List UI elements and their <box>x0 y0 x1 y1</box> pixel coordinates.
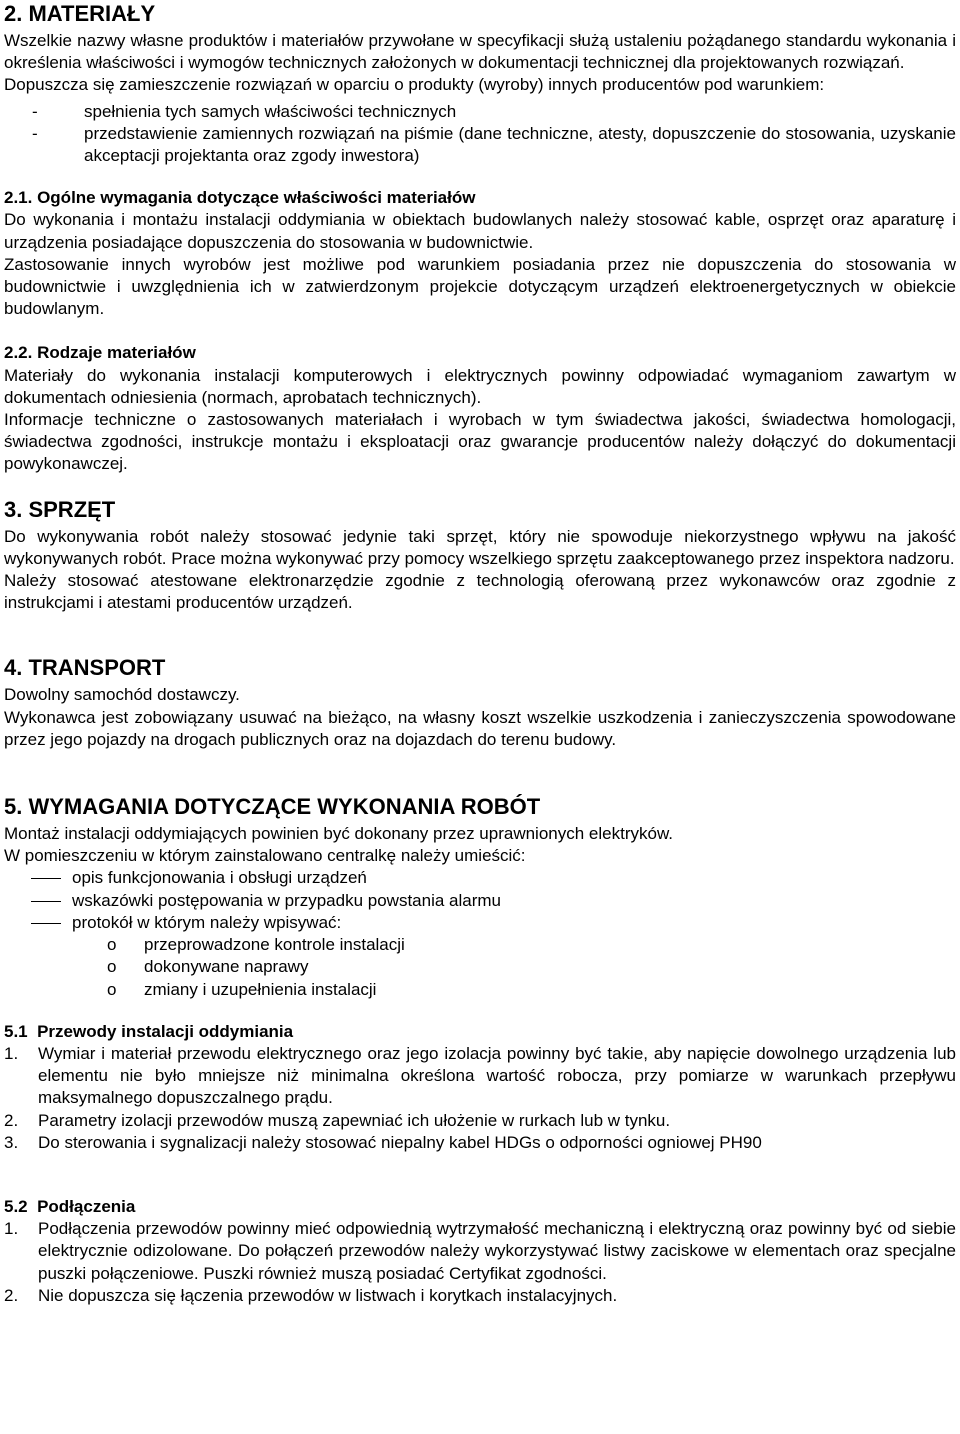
list-item-text: Nie dopuszcza się łączenia przewodów w listwach i korytkach instalacyjnych. <box>38 1285 618 1305</box>
section-5-1-title: 5.1 Przewody instalacji oddymiania <box>4 1021 294 1041</box>
section-2-1-title: 2.1. Ogólne wymagania dotyczące właściwości materiałów <box>4 188 476 208</box>
section-4-paragraph-2: Wykonawca jest zobowiązany usuwać na bieżąco, na własny koszt wszelkie uszkodzenia i zanieczyszczenia spowodowane przez jego pojazdy na drogach publicznych oraz na dojazdach do terenu budowy. <box>4 707 956 749</box>
section-5-2-numbered-list <box>4 1218 956 1307</box>
section-5-item-list <box>4 867 956 934</box>
item-number: 2. <box>4 1110 19 1130</box>
long-dash-marker <box>31 878 61 879</box>
list-item <box>4 912 956 934</box>
section-2-2-paragraph-2: Informacje techniczne o zastosowanych materiałach i wyrobach w tym świadectwa jakości, świadectwa homologacji, świadectwa zgodności, instrukcje montażu i eksploatacji oraz gwarancje producentów należy dołączyć do dokumentacji powykonawczej. <box>4 410 956 474</box>
item-number: 1. <box>4 1219 19 1239</box>
section-2-1-paragraph-1: Do wykonania i montażu instalacji oddymiania w obiektach budowlanych należy stosować kable, osprzęt oraz aparaturę i urządzenia posiadające dopuszczenia do stosowania w budownictwie. <box>4 210 956 252</box>
section-2-bullet-list <box>4 101 956 168</box>
long-dash-marker <box>31 901 61 902</box>
section-4-title: 4. TRANSPORT <box>4 655 166 681</box>
section-3-paragraph-1: Do wykonywania robót należy stosować jedynie taki sprzęt, który nie spowoduje niekorzystnego wpływu na jakość wykonywanych robót. Prace można wykonywać przy pomocy wszelkiego sprzętu zaakceptowanego przez inspektora nadzoru. <box>4 526 956 568</box>
section-5-2-title: 5.2 Podłączenia <box>4 1196 136 1216</box>
list-item-text: przeprowadzone kontrole instalacji <box>144 935 405 955</box>
list-item <box>4 890 956 912</box>
document-page <box>0 2 960 1307</box>
item-number: 2. <box>4 1285 19 1305</box>
section-5-paragraph-1: Montaż instalacji oddymiających powinien być dokonany przez uprawnionych elektryków. <box>4 824 674 844</box>
list-item <box>4 1218 956 1285</box>
list-item <box>4 867 956 889</box>
section-3-title: 3. SPRZĘT <box>4 496 116 522</box>
list-item-text: protokół w którym należy wpisywać: <box>72 912 342 932</box>
item-number: 3. <box>4 1132 19 1152</box>
list-item-text: opis funkcjonowania i obsługi urządzeń <box>72 868 367 888</box>
dash-marker: - <box>32 101 38 121</box>
section-5-paragraph-2: W pomieszczeniu w którym zainstalowano centralkę należy umieścić: <box>4 846 526 866</box>
section-2-2-title: 2.2. Rodzaje materiałów <box>4 343 196 363</box>
list-item <box>4 1043 956 1110</box>
list-item-text: dokonywane naprawy <box>144 957 309 977</box>
section-2-paragraph-1: Wszelkie nazwy własne produktów i materiałów przywołane w specyfikacji służą ustaleniu pożądanego standardu wykonania i określenia właściwości i wymogów technicznych założonych w dokumentacji technicznej dla projektowanych rozwiązań. <box>4 31 956 73</box>
list-item-text: zmiany i uzupełnienia instalacji <box>144 979 377 999</box>
list-item-text: Do sterowania i sygnalizacji należy stosować niepalny kabel HDGs o odporności ogniowej PH90 <box>38 1132 762 1152</box>
list-item <box>4 956 956 978</box>
section-3-paragraph-2: Należy stosować atestowane elektronarzędzie zgodnie z technologią oferowaną przez wykonawców oraz zgodnie z instrukcjami i atestami producentów urządzeń. <box>4 571 956 613</box>
list-item <box>4 123 956 167</box>
list-item <box>4 1132 956 1154</box>
list-item-text: Wymiar i materiał przewodu elektrycznego oraz jego izolacja powinny być takie, aby napięcie dowolnego urządzenia lub elementu nie było mniejsze niż minimalna określona wartość robocza, przy pomiarze w warunkach przepływu maksymalnego dopuszczalnego prądu. <box>38 1043 956 1108</box>
circle-marker: o <box>107 957 117 977</box>
list-item-text: przedstawienie zamiennych rozwiązań na piśmie (dane techniczne, atesty, dopuszczenie do stosowania, uzyskanie akceptacji projektanta oraz zgody inwestora) <box>84 123 956 166</box>
list-item <box>4 1110 956 1132</box>
list-item <box>4 979 956 1001</box>
section-2-1-paragraph-2: Zastosowanie innych wyrobów jest możliwe pod warunkiem posiadania przez nie dopuszczenia do stosowania w budownictwie i uwzględnienia ich w zatwierdzonym projekcie dotyczącym urządzeń elektroenergetycznych w obiekcie budowlanym. <box>4 254 956 319</box>
list-item-text: Parametry izolacji przewodów muszą zapewniać ich ułożenie w rurkach lub w tynku. <box>38 1110 671 1130</box>
section-2-paragraph-2: Dopuszcza się zamieszczenie rozwiązań w oparciu o produkty (wyroby) innych producentów pod warunkiem: <box>4 75 825 95</box>
item-number: 1. <box>4 1043 19 1063</box>
list-item-text: Podłączenia przewodów powinny mieć odpowiednią wytrzymałość mechaniczną i elektryczną oraz powinny być od siebie elektrycznie odizolowane. Do połączeń przewodów należy wykorzystywać listwy zaciskowe w elementach oraz specjalne puszki połączeniowe. Puszki również muszą posiadać Certyfikat zgodności. <box>38 1219 956 1283</box>
section-5-1-numbered-list <box>4 1043 956 1154</box>
list-item-text: spełnienia tych samych właściwości technicznych <box>84 101 457 121</box>
section-2-title: 2. MATERIAŁY <box>4 1 156 26</box>
list-item <box>4 101 956 123</box>
section-2-2-paragraph-1: Materiały do wykonania instalacji komputerowych i elektrycznych powinny odpowiadać wymaganiom zawartym w dokumentach odniesienia (normach, aprobatach technicznych). <box>4 365 956 407</box>
dash-marker: - <box>32 123 38 143</box>
section-4-paragraph-1: Dowolny samochód dostawczy. <box>4 685 240 705</box>
list-item-text: wskazówki postępowania w przypadku powstania alarmu <box>72 890 501 910</box>
long-dash-marker <box>31 923 61 924</box>
list-item <box>4 1285 956 1307</box>
list-item <box>4 934 956 956</box>
circle-marker: o <box>107 979 117 999</box>
section-5-subitem-list <box>4 934 956 1001</box>
circle-marker: o <box>107 935 117 955</box>
section-5-title: 5. WYMAGANIA DOTYCZĄCE WYKONANIA ROBÓT <box>4 794 541 820</box>
